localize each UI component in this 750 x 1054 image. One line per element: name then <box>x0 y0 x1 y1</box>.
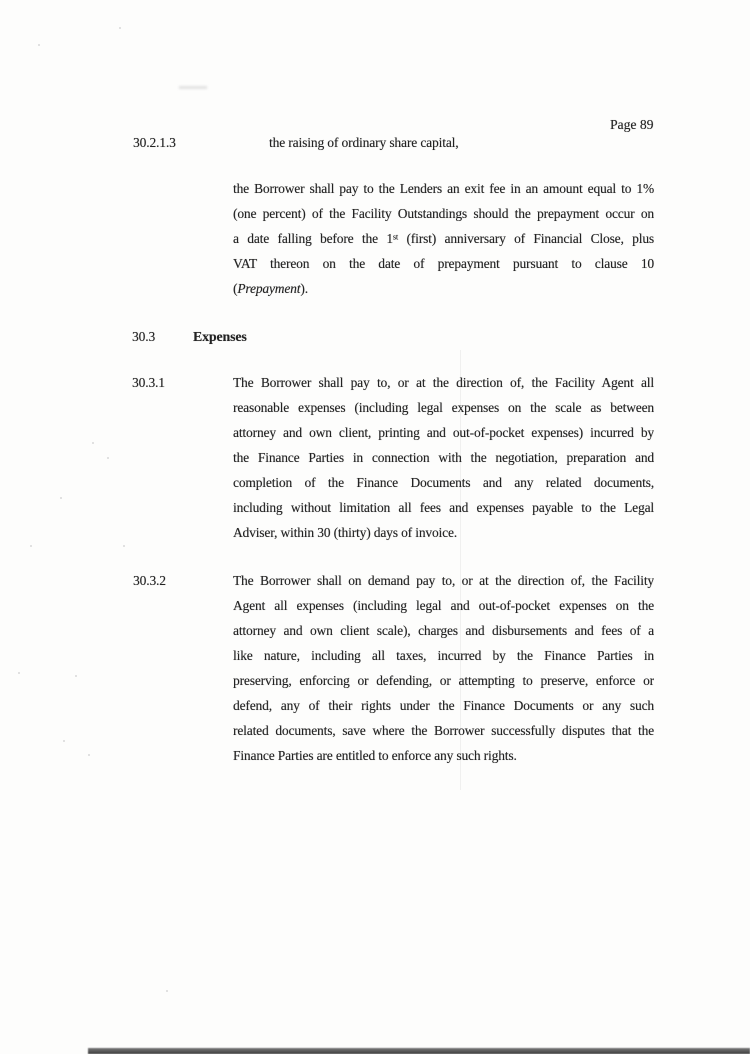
text-line: the Borrower shall pay to the Lenders an exit fee in an amount equal to 1% <box>233 181 654 196</box>
scan-speck <box>63 740 65 742</box>
text-line: (Prepayment). <box>233 281 308 296</box>
clause-continuation-paragraph <box>233 176 654 301</box>
scan-speck <box>123 545 125 547</box>
clause-paragraph-30-3-1 <box>233 370 654 545</box>
scan-bottom-edge <box>88 1048 750 1054</box>
clause-heading-expenses: Expenses <box>193 329 247 344</box>
text-line: Agent all expenses (including legal and out-of-pocket expenses on the <box>233 598 654 613</box>
scan-smudge <box>179 86 207 89</box>
scan-speck <box>107 457 109 459</box>
clause-text-30-2-1-3: the raising of ordinary share capital, <box>269 135 459 150</box>
text-line: (one percent) of the Facility Outstandings should the prepayment occur on <box>233 206 654 221</box>
text-line: the Finance Parties in connection with the negotiation, preparation and <box>233 450 654 465</box>
clause-number-30-3-2: 30.3.2 <box>133 573 166 588</box>
scan-speck <box>75 675 77 677</box>
text-line: defend, any of their rights under the Finance Documents or any such <box>233 698 654 713</box>
scan-fold-line <box>460 350 461 790</box>
scan-speck <box>92 442 94 444</box>
scan-speck <box>60 497 62 499</box>
page-number: Page 89 <box>610 117 654 132</box>
text-line: completion of the Finance Documents and any related documents, <box>233 475 654 490</box>
scan-speck <box>166 990 168 992</box>
text-line: VAT thereon on the date of prepayment pursuant to clause 10 <box>233 256 654 271</box>
scan-speck <box>30 545 32 547</box>
text-line: The Borrower shall on demand pay to, or at the direction of, the Facility <box>233 573 654 588</box>
scan-speck <box>119 27 121 29</box>
text-line: attorney and own client, printing and out-of-pocket expenses) incurred by <box>233 425 654 440</box>
clause-number-30-3: 30.3 <box>132 329 156 344</box>
scan-speck <box>38 44 40 46</box>
text-line: Adviser, within 30 (thirty) days of invoice. <box>233 525 458 540</box>
text-line: reasonable expenses (including legal expenses on the scale as between <box>233 400 654 415</box>
text-line: Finance Parties are entitled to enforce any such rights. <box>233 748 517 763</box>
text-line: like nature, including all taxes, incurred by the Finance Parties in <box>233 648 654 663</box>
scan-speck <box>88 754 90 756</box>
text-line: The Borrower shall pay to, or at the direction of, the Facility Agent all <box>233 375 654 390</box>
text-line: related documents, save where the Borrower successfully disputes that the <box>233 723 654 738</box>
clause-number-30-2-1-3: 30.2.1.3 <box>133 135 176 150</box>
text-line: attorney and own client scale), charges and disbursements and fees of a <box>233 623 654 638</box>
clause-paragraph-30-3-2 <box>233 568 654 768</box>
text-line: a date falling before the 1st (first) anniversary of Financial Close, plus <box>233 231 654 246</box>
text-line: preserving, enforcing or defending, or attempting to preserve, enforce or <box>233 673 654 688</box>
clause-number-30-3-1: 30.3.1 <box>132 375 165 390</box>
text-line: including without limitation all fees and expenses payable to the Legal <box>233 500 654 515</box>
scan-speck <box>18 672 20 674</box>
